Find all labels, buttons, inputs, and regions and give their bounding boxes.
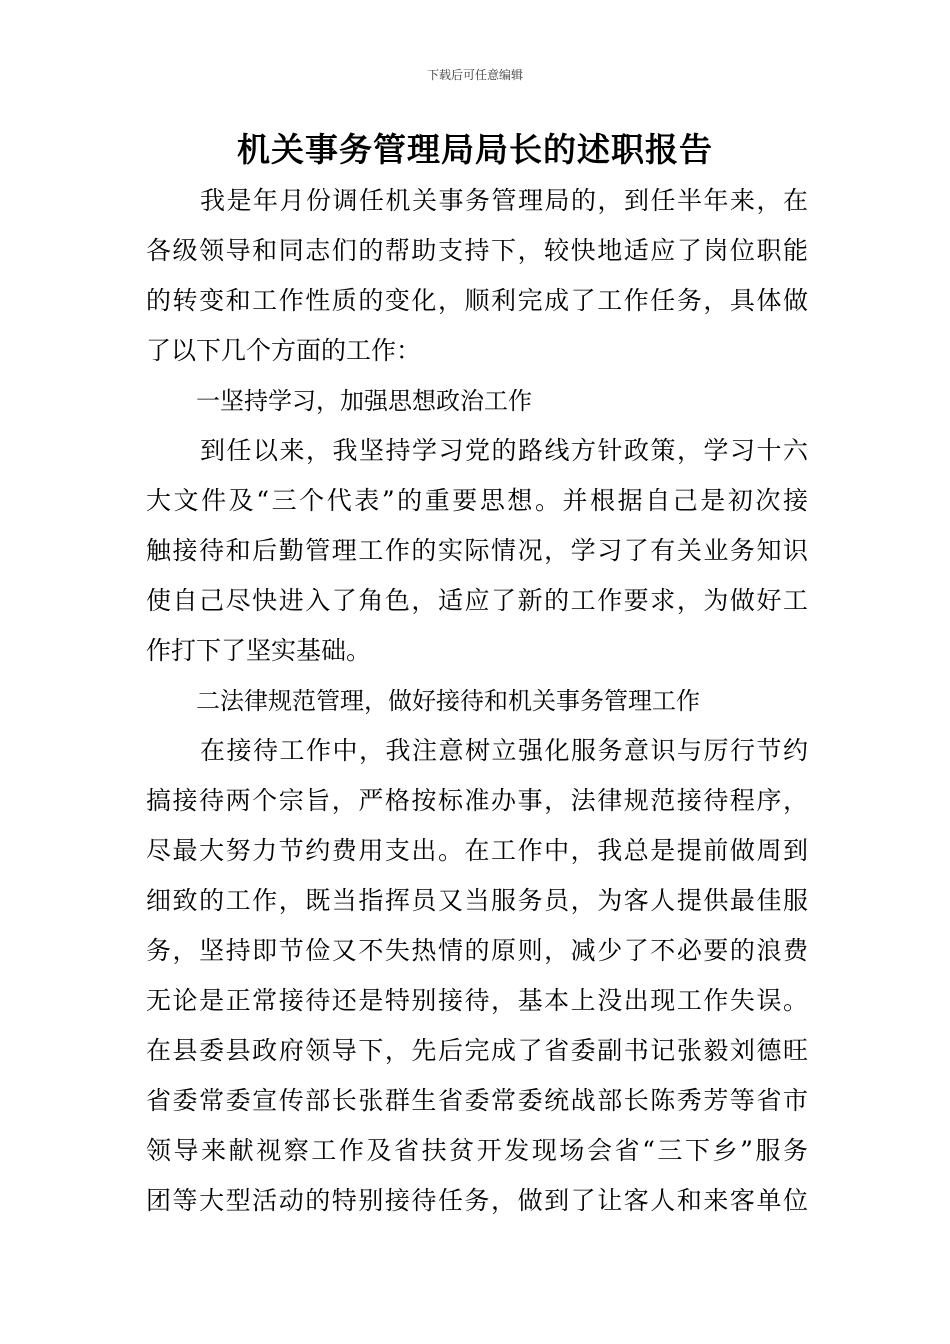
text-line: 我是年月份调任机关事务管理局的，到任半年来，在 (200, 186, 808, 215)
document-body (146, 176, 808, 1226)
text-line: 领导来献视察工作及省扶贫开发现场会省“三下乡”服务 (146, 1136, 808, 1165)
text-line: 二法律规范管理，做好接待和机关事务管理工作 (196, 687, 700, 715)
text-line: 省委常委宣传部长张群生省委常委统战部长陈秀芳等省市 (146, 1086, 808, 1115)
text-line: 尽最大努力节约费用支出。在工作中，我总是提前做周到 (146, 836, 808, 865)
text-line: 在县委县政府领导下，先后完成了省委副书记张毅刘德旺 (146, 1036, 808, 1065)
text-line: 务，坚持即节俭又不失热情的原则，减少了不必要的浪费 (146, 936, 808, 965)
header-note: 下载后可任意编辑 (426, 68, 523, 82)
text-line: 到任以来，我坚持学习党的路线方针政策，学习十六 (200, 436, 808, 465)
text-line: 在接待工作中，我注意树立强化服务意识与厉行节约 (200, 736, 808, 765)
text-line: 作打下了坚实基础。 (146, 636, 372, 665)
text-line: 触接待和后勤管理工作的实际情况，学习了有关业务知识 (146, 536, 808, 565)
text-line: 团等大型活动的特别接待任务，做到了让客人和来客单位 (146, 1186, 808, 1215)
text-line: 使自己尽快进入了角色，适应了新的工作要求，为做好工 (146, 586, 808, 615)
text-line: 一坚持学习，加强思想政治工作 (196, 387, 532, 415)
document-title: 机关事务管理局局长的述职报告 (237, 130, 713, 169)
text-line: 了以下几个方面的工作： (146, 336, 422, 365)
text-line: 搞接待两个宗旨，严格按标准办事，法律规范接待程序， (146, 786, 808, 815)
text-line: 大文件及“三个代表”的重要思想。并根据自己是初次接 (146, 486, 808, 515)
text-line: 无论是正常接待还是特别接待，基本上没出现工作失误。 (146, 986, 808, 1015)
text-line: 的转变和工作性质的变化，顺利完成了工作任务，具体做 (146, 286, 808, 315)
text-line: 细致的工作，既当指挥员又当服务员，为客人提供最佳服 (146, 886, 808, 915)
text-line: 各级领导和同志们的帮助支持下，较快地适应了岗位职能 (146, 236, 808, 265)
